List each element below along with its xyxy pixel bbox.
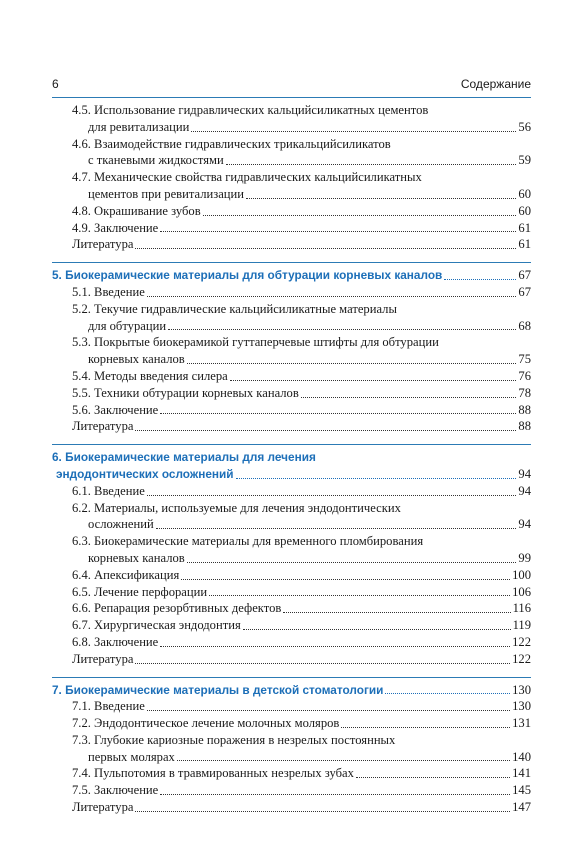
dot-leader: [135, 248, 516, 249]
toc-entry-title: 7. Биокерамические материалы в детской стоматологии: [52, 682, 384, 697]
dot-leader: [187, 363, 517, 364]
page-header: [52, 74, 531, 94]
toc-page-number: 99: [518, 550, 531, 565]
toc-entry[interactable]: 6.2. Материалы, используемые для лечения эндодонтических: [72, 500, 401, 515]
toc-entry-title: 7.1. Введение: [72, 699, 145, 714]
toc-entry-title: 6.6. Репарация резорбтивных дефектов: [72, 601, 282, 616]
page-number: 6: [52, 77, 59, 91]
toc-entry[interactable]: 5.3. Покрытые биокерамикой гуттаперчевые штифты для обтурации: [72, 335, 439, 350]
toc-entry-title: корневых каналов: [88, 550, 185, 565]
dot-leader: [177, 760, 510, 761]
running-title: Содержание: [460, 77, 531, 91]
dot-leader: [160, 794, 510, 795]
toc-entry-title: 6.8. Заключение: [72, 634, 159, 649]
dot-leader: [147, 495, 517, 496]
toc-entry[interactable]: [52, 698, 531, 715]
toc-page-number: 141: [512, 766, 531, 781]
toc-entry-title: осложнений: [88, 517, 154, 532]
dot-leader: [385, 693, 510, 694]
toc-page-number: 94: [518, 483, 531, 498]
toc-page-number: 119: [512, 618, 531, 633]
dot-leader: [168, 329, 516, 330]
dot-leader: [246, 198, 516, 199]
toc-entry[interactable]: [52, 402, 531, 419]
table-of-contents: [52, 102, 531, 816]
toc-entry-title: 7.4. Пульпотомия в травмированных незрелых зубах: [72, 766, 354, 781]
toc-entry[interactable]: [52, 799, 531, 816]
dot-leader: [341, 727, 510, 728]
dot-leader: [181, 579, 510, 580]
toc-page-number: 122: [512, 634, 531, 649]
toc-page-number: 67: [518, 284, 531, 299]
toc-entry[interactable]: [52, 119, 531, 136]
dot-leader: [203, 215, 517, 216]
toc-entry[interactable]: 4.6. Взаимодействие гидравлических трикальцийсиликатов: [72, 136, 391, 151]
toc-entry[interactable]: [52, 152, 531, 169]
chapter-separator: [52, 253, 531, 263]
toc-entry-title: Литература: [72, 651, 134, 666]
toc-entry-title: для ревитализации: [88, 119, 190, 134]
dot-leader: [191, 131, 516, 132]
toc-entry-title: 5. Биокерамические материалы для обтурации корневых каналов: [52, 268, 443, 283]
toc-page-number: 67: [518, 268, 531, 283]
dot-leader: [230, 380, 517, 381]
dot-leader: [236, 478, 517, 479]
toc-entry-title: 5.5. Техники обтурации корневых каналов: [72, 385, 299, 400]
toc-entry-title: 7.2. Эндодонтическое лечение молочных моляров: [72, 716, 340, 731]
dot-leader: [160, 646, 510, 647]
toc-entry[interactable]: [52, 651, 531, 668]
toc-entry[interactable]: [52, 385, 531, 402]
toc-entry[interactable]: [52, 567, 531, 584]
dot-leader: [135, 811, 510, 812]
toc-chapter-entry[interactable]: [52, 267, 531, 284]
toc-page-number: 130: [512, 682, 531, 697]
dot-leader: [356, 777, 510, 778]
toc-entry-title: первых молярах: [88, 749, 175, 764]
toc-entry-title: 6.4. Апексификация: [72, 567, 180, 582]
dot-leader: [283, 612, 510, 613]
toc-page-number: 147: [512, 800, 531, 815]
toc-page-number: 59: [518, 153, 531, 168]
dot-leader: [135, 430, 516, 431]
chapter-separator: [52, 435, 531, 445]
toc-chapter-entry[interactable]: 6. Биокерамические материалы для лечения: [52, 450, 316, 465]
toc-entry[interactable]: [52, 516, 531, 533]
toc-page-number: 122: [512, 651, 531, 666]
toc-entry-title: 6.7. Хирургическая эндодонтия: [72, 618, 241, 633]
toc-entry[interactable]: [52, 749, 531, 766]
toc-entry[interactable]: [52, 351, 531, 368]
toc-entry[interactable]: [52, 418, 531, 435]
toc-chapter-entry[interactable]: [52, 682, 531, 699]
toc-entry-title: 5.6. Заключение: [72, 402, 159, 417]
toc-entry[interactable]: [52, 634, 531, 651]
toc-entry[interactable]: [52, 318, 531, 335]
toc-entry-title: Литература: [72, 237, 134, 252]
dot-leader: [444, 279, 516, 280]
toc-page-number: 100: [512, 567, 531, 582]
toc-entry-title: эндодонтических осложнений: [56, 466, 234, 481]
toc-entry[interactable]: [52, 782, 531, 799]
toc-entry-title: Литература: [72, 800, 134, 815]
toc-entry-title: 5.4. Методы введения силера: [72, 368, 228, 383]
dot-leader: [160, 231, 516, 232]
toc-page-number: 88: [518, 419, 531, 434]
toc-entry[interactable]: [52, 765, 531, 782]
toc-page-number: 61: [518, 220, 531, 235]
toc-page-number: 88: [518, 402, 531, 417]
toc-page-number: 60: [518, 186, 531, 201]
toc-page-number: 60: [518, 203, 531, 218]
toc-page-number: 131: [512, 716, 531, 731]
toc-entry[interactable]: [52, 715, 531, 732]
toc-entry-title: 6.1. Введение: [72, 483, 145, 498]
toc-entry-title: Литература: [72, 419, 134, 434]
toc-entry[interactable]: [52, 186, 531, 203]
dot-leader: [156, 528, 517, 529]
dot-leader: [135, 663, 510, 664]
toc-entry[interactable]: [52, 203, 531, 220]
toc-page-number: 78: [518, 385, 531, 400]
toc-entry-title: 5.1. Введение: [72, 284, 145, 299]
toc-page-number: 140: [512, 749, 531, 764]
toc-entry[interactable]: [52, 220, 531, 237]
toc-entry[interactable]: [52, 368, 531, 385]
toc-entry[interactable]: [52, 236, 531, 253]
toc-page-number: 94: [518, 466, 531, 481]
toc-page-number: 56: [518, 119, 531, 134]
toc-page-number: 130: [512, 699, 531, 714]
header-rule: [52, 97, 531, 98]
toc-entry[interactable]: 4.7. Механические свойства гидравлических кальцийсиликатных: [72, 170, 422, 185]
dot-leader: [147, 296, 517, 297]
toc-chapter-entry[interactable]: [52, 466, 531, 483]
toc-page-number: 75: [518, 352, 531, 367]
dot-leader: [243, 629, 511, 630]
toc-page-number: 76: [518, 368, 531, 383]
toc-page-number: 94: [518, 517, 531, 532]
toc-entry[interactable]: 5.2. Текучие гидравлические кальцийсиликатные материалы: [72, 301, 397, 316]
chapter-separator: [52, 668, 531, 678]
toc-page-number: 116: [512, 601, 531, 616]
dot-leader: [187, 562, 517, 563]
dot-leader: [147, 710, 510, 711]
toc-entry[interactable]: [52, 550, 531, 567]
toc-page-number: 145: [512, 783, 531, 798]
toc-page-number: 61: [518, 237, 531, 252]
dot-leader: [209, 595, 510, 596]
toc-entry-title: 6.5. Лечение перфорации: [72, 584, 208, 599]
toc-entry[interactable]: 6.3. Биокерамические материалы для временного пломбирования: [72, 534, 424, 549]
dot-leader: [226, 164, 517, 165]
toc-entry-title: цементов при ревитализации: [88, 186, 245, 201]
dot-leader: [160, 413, 516, 414]
toc-entry[interactable]: [52, 483, 531, 500]
toc-entry[interactable]: [52, 584, 531, 601]
toc-entry-title: 7.5. Заключение: [72, 783, 159, 798]
toc-entry-title: с тканевыми жидкостями: [88, 153, 224, 168]
toc-entry-title: 4.8. Окрашивание зубов: [72, 203, 201, 218]
dot-leader: [301, 397, 517, 398]
toc-entry-title: корневых каналов: [88, 352, 185, 367]
toc-entry[interactable]: [52, 284, 531, 301]
toc-page-number: 106: [512, 584, 531, 599]
toc-entry-title: 4.9. Заключение: [72, 220, 159, 235]
toc-entry[interactable]: 4.5. Использование гидравлических кальцийсиликатных цементов: [72, 103, 429, 117]
toc-page-number: 68: [518, 318, 531, 333]
toc-entry[interactable]: 7.3. Глубокие кариозные поражения в незрелых постоянных: [72, 732, 396, 747]
toc-entry-title: для обтурации: [88, 318, 167, 333]
toc-entry[interactable]: [52, 617, 531, 634]
toc-entry[interactable]: [52, 600, 531, 617]
